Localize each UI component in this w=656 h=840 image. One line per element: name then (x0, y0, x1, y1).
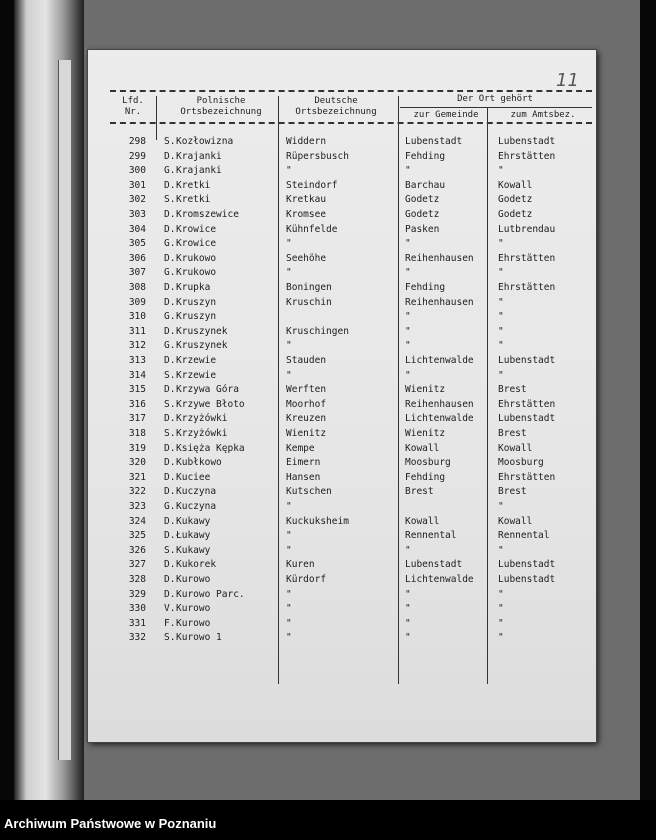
cell-gm: Kowall (405, 515, 440, 527)
cell-nr: 328 (128, 574, 146, 585)
cell-pl: Kukorek (176, 559, 217, 571)
cell-de: Kühnfelde (286, 223, 338, 235)
cell-pl: Krzywa Góra (176, 384, 239, 396)
cell-pl: Księża Kępka (176, 442, 245, 454)
cell-t: D. (164, 413, 176, 425)
cell-nr: 320 (128, 457, 146, 469)
cell-pl: Krajanki (176, 150, 222, 162)
cell-t: D. (164, 515, 176, 527)
cell-de: Kruschin (286, 296, 332, 308)
cell-de: Rüpersbusch (286, 150, 349, 162)
cell-am: " (498, 369, 504, 381)
cell-t: D. (164, 442, 176, 454)
cell-gm: Lichtenwalde (405, 355, 474, 366)
cell-nr: 309 (128, 296, 146, 308)
cell-nr: 312 (128, 340, 146, 352)
cell-de: Kretkau (286, 194, 327, 206)
cell-nr: 315 (128, 384, 146, 396)
cell-de: " (286, 369, 292, 381)
table-header (110, 90, 592, 124)
cell-t: D. (164, 179, 176, 191)
cell-gm: Reihenhausen (405, 252, 474, 264)
cell-t: S. (164, 369, 176, 381)
header-group: Der Ort gehört (457, 94, 533, 104)
header-polnische: Polnische Ortsbezeichnung (180, 96, 262, 117)
cell-gm: Pasken (405, 223, 440, 235)
cell-pl: Kubłkowo (176, 457, 222, 469)
cell-nr: 316 (128, 398, 146, 410)
cell-t: S. (164, 136, 176, 147)
cell-pl: Kukawy (176, 515, 211, 527)
cell-gm: " (405, 267, 411, 279)
cell-de: " (286, 267, 292, 279)
cell-am: Lubenstadt (498, 136, 556, 147)
cell-t: D. (164, 471, 176, 483)
cell-am: Ehrstätten (498, 471, 556, 483)
cell-de: Moorhof (286, 398, 327, 410)
cell-nr: 299 (128, 150, 146, 162)
cell-nr: 301 (128, 179, 146, 191)
column-divider (398, 96, 399, 684)
cell-am: Lubenstadt (498, 574, 556, 585)
cell-am: Brest (498, 384, 527, 396)
cell-gm: Godetz (405, 209, 440, 220)
cell-t: D. (164, 530, 176, 542)
cell-t: V. (164, 603, 176, 615)
cell-gm: Fehding (405, 282, 446, 293)
cell-de: Kruschingen (286, 325, 349, 337)
cell-gm: " (405, 603, 411, 615)
cell-de: Seehöhe (286, 252, 327, 264)
cell-t: G. (164, 311, 176, 323)
cell-nr: 300 (128, 165, 146, 177)
cell-gm: Lichtenwalde (405, 574, 474, 585)
cell-t: G. (164, 238, 176, 250)
cell-gm: " (405, 325, 411, 337)
cell-pl: Kurowo (176, 617, 211, 629)
header-deutsche: Deutsche Ortsbezeichnung (295, 96, 377, 117)
binder-spine (14, 0, 84, 800)
cell-de: Wienitz (286, 428, 327, 439)
cell-t: S. (164, 544, 176, 556)
cell-nr: 307 (128, 267, 146, 279)
cell-pl: Kretki (176, 179, 211, 191)
cell-am: " (498, 325, 504, 337)
archive-credit: Archiwum Państwowe w Poznaniu (4, 816, 217, 831)
cell-nr: 302 (128, 194, 146, 206)
cell-nr: 311 (128, 325, 146, 337)
cell-gm: " (405, 632, 411, 644)
cell-de: Stauden (286, 355, 327, 366)
cell-de: " (286, 340, 292, 352)
cell-am: Kowall (498, 442, 533, 454)
cell-pl: Krupka (176, 282, 211, 293)
cell-nr: 327 (128, 559, 146, 571)
cell-de: " (286, 530, 292, 542)
cell-t: S. (164, 194, 176, 206)
cell-nr: 308 (128, 282, 146, 293)
cell-gm: Wienitz (405, 428, 446, 439)
column-divider (156, 96, 157, 140)
cell-nr: 323 (128, 501, 146, 512)
cell-nr: 318 (128, 428, 146, 439)
cell-nr: 310 (128, 311, 146, 323)
cell-am: Lubenstadt (498, 355, 556, 366)
cell-nr: 313 (128, 355, 146, 366)
cell-gm: " (405, 238, 411, 250)
cell-am: Lubenstadt (498, 559, 556, 571)
cell-t: D. (164, 209, 176, 220)
cell-am: Godetz (498, 209, 533, 220)
cell-de: " (286, 617, 292, 629)
cell-t: D. (164, 296, 176, 308)
cell-pl: Krowice (176, 223, 217, 235)
cell-am: " (498, 340, 504, 352)
cell-gm: Reihenhausen (405, 398, 474, 410)
cell-nr: 330 (128, 603, 146, 615)
cell-de: Boningen (286, 282, 332, 293)
cell-am: Moosburg (498, 457, 544, 469)
cell-t: S. (164, 428, 176, 439)
cell-nr: 324 (128, 515, 146, 527)
cell-pl: Krukowo (176, 267, 217, 279)
cell-t: G. (164, 501, 176, 512)
column-divider (278, 96, 279, 684)
cell-nr: 329 (128, 588, 146, 600)
cell-pl: Kruszyn (176, 311, 217, 323)
cell-pl: Kuczyna (176, 486, 217, 498)
cell-pl: Kozłowizna (176, 136, 234, 147)
cell-pl: Krzewie (176, 355, 217, 366)
cell-t: D. (164, 282, 176, 293)
cell-am: Ehrstätten (498, 282, 556, 293)
cell-gm: Lubenstadt (405, 136, 463, 147)
cell-am: Godetz (498, 194, 533, 206)
cell-t: D. (164, 574, 176, 585)
cell-de: " (286, 501, 292, 512)
cell-pl: Kukawy (176, 544, 211, 556)
cell-pl: Łukawy (176, 530, 211, 542)
cell-nr: 314 (128, 369, 146, 381)
cell-gm: " (405, 588, 411, 600)
cell-pl: Kurowo (176, 603, 211, 615)
cell-pl: Kruszynek (176, 325, 228, 337)
cell-de: Kempe (286, 442, 315, 454)
cell-de: " (286, 603, 292, 615)
cell-nr: 304 (128, 223, 146, 235)
header-gemeinde: zur Gemeinde (413, 110, 479, 120)
cell-gm: Brest (405, 486, 434, 498)
cell-de: " (286, 588, 292, 600)
cell-pl: Kuciee (176, 471, 211, 483)
cell-de: Kutschen (286, 486, 332, 498)
cell-gm: Reihenhausen (405, 296, 474, 308)
cell-de: Hansen (286, 471, 321, 483)
cell-am: Brest (498, 486, 527, 498)
cell-am: " (498, 296, 504, 308)
cell-am: " (498, 544, 504, 556)
cell-am: Kowall (498, 179, 533, 191)
cell-gm: " (405, 311, 411, 323)
header-lfd: Lfd. Nr. (122, 96, 144, 117)
cell-pl: Krzewie (176, 369, 217, 381)
cell-nr: 317 (128, 413, 146, 425)
cell-pl: Krowice (176, 238, 217, 250)
cell-am: " (498, 311, 504, 323)
cell-gm: Rennental (405, 530, 457, 542)
cell-am: " (498, 632, 504, 644)
column-divider (487, 108, 488, 684)
cell-de: Kuren (286, 559, 315, 571)
cell-t: D. (164, 150, 176, 162)
cell-gm: " (405, 544, 411, 556)
cell-t: G. (164, 267, 176, 279)
cell-gm: Fehding (405, 471, 446, 483)
cell-t: D. (164, 486, 176, 498)
cell-gm: " (405, 369, 411, 381)
cell-am: Ehrstätten (498, 252, 556, 264)
cell-t: F. (164, 617, 176, 629)
cell-t: D. (164, 457, 176, 469)
cell-pl: Kromszewice (176, 209, 239, 220)
cell-t: S. (164, 398, 176, 410)
cell-pl: Krukowo (176, 252, 217, 264)
cell-gm: Kowall (405, 442, 440, 454)
cell-t: D. (164, 355, 176, 366)
cell-nr: 332 (128, 632, 146, 644)
cell-t: G. (164, 340, 176, 352)
cell-pl: Krzyżówki (176, 428, 228, 439)
cell-am: Rennental (498, 530, 550, 542)
cell-gm: Godetz (405, 194, 440, 206)
cell-am: Lutbrendau (498, 223, 556, 235)
cell-am: Kowall (498, 515, 533, 527)
cell-gm: " (405, 340, 411, 352)
cell-nr: 305 (128, 238, 146, 250)
cell-t: D. (164, 325, 176, 337)
cell-t: D. (164, 559, 176, 571)
cell-nr: 319 (128, 442, 146, 454)
cell-nr: 321 (128, 471, 146, 483)
cell-de: " (286, 238, 292, 250)
cell-de: Kuckuksheim (286, 515, 349, 527)
cell-gm: Moosburg (405, 457, 451, 469)
cell-de: Eimern (286, 457, 321, 469)
cell-pl: Kurowo (176, 574, 211, 585)
cell-am: " (498, 238, 504, 250)
cell-gm: " (405, 165, 411, 177)
cell-de: Kreuzen (286, 413, 327, 425)
cell-am: " (498, 501, 504, 512)
cell-t: S. (164, 632, 176, 644)
cell-am: " (498, 603, 504, 615)
cell-am: Lubenstadt (498, 413, 556, 425)
cell-am: Ehrstätten (498, 150, 556, 162)
cell-pl: Krzyżówki (176, 413, 228, 425)
cell-de: Werften (286, 384, 327, 396)
cell-de: " (286, 165, 292, 177)
cell-pl: Krajanki (176, 165, 222, 177)
cell-de: " (286, 632, 292, 644)
cell-t: D. (164, 384, 176, 396)
cell-am: " (498, 617, 504, 629)
cell-nr: 303 (128, 209, 146, 220)
cell-nr: 322 (128, 486, 146, 498)
cell-pl: Kurowo 1 (176, 632, 222, 644)
cell-de: Kromsee (286, 209, 327, 220)
cell-de: Kürdorf (286, 574, 327, 585)
cell-gm: " (405, 617, 411, 629)
cell-de: " (286, 544, 292, 556)
binder-strip (58, 60, 71, 760)
cell-de: Widdern (286, 136, 327, 147)
header-amtsbezirk: zum Amtsbez. (510, 110, 576, 120)
cell-am: Ehrstätten (498, 398, 556, 410)
cell-nr: 331 (128, 617, 146, 629)
cell-am: " (498, 588, 504, 600)
cell-gm: Wienitz (405, 384, 446, 396)
cell-t: D. (164, 588, 176, 600)
cell-t: D. (164, 252, 176, 264)
cell-pl: Kurowo Parc. (176, 588, 245, 600)
cell-am: Brest (498, 428, 527, 439)
cell-gm: Lichtenwalde (405, 413, 474, 425)
cell-gm: Barchau (405, 179, 446, 191)
cell-pl: Kretki (176, 194, 211, 206)
cell-gm: Lubenstadt (405, 559, 463, 571)
page-number: 11 (556, 70, 579, 91)
cell-am: " (498, 267, 504, 279)
cell-nr: 298 (128, 136, 146, 147)
cell-de: Steindorf (286, 179, 338, 191)
cell-gm: Fehding (405, 150, 446, 162)
cell-pl: Kruszynek (176, 340, 228, 352)
cell-t: G. (164, 165, 176, 177)
cell-nr: 326 (128, 544, 146, 556)
cell-nr: 306 (128, 252, 146, 264)
cell-t: D. (164, 223, 176, 235)
cell-pl: Kruszyn (176, 296, 217, 308)
cell-am: " (498, 165, 504, 177)
cell-nr: 325 (128, 530, 146, 542)
cell-pl: Krzywe Błoto (176, 398, 245, 410)
cell-pl: Kuczyna (176, 501, 217, 512)
